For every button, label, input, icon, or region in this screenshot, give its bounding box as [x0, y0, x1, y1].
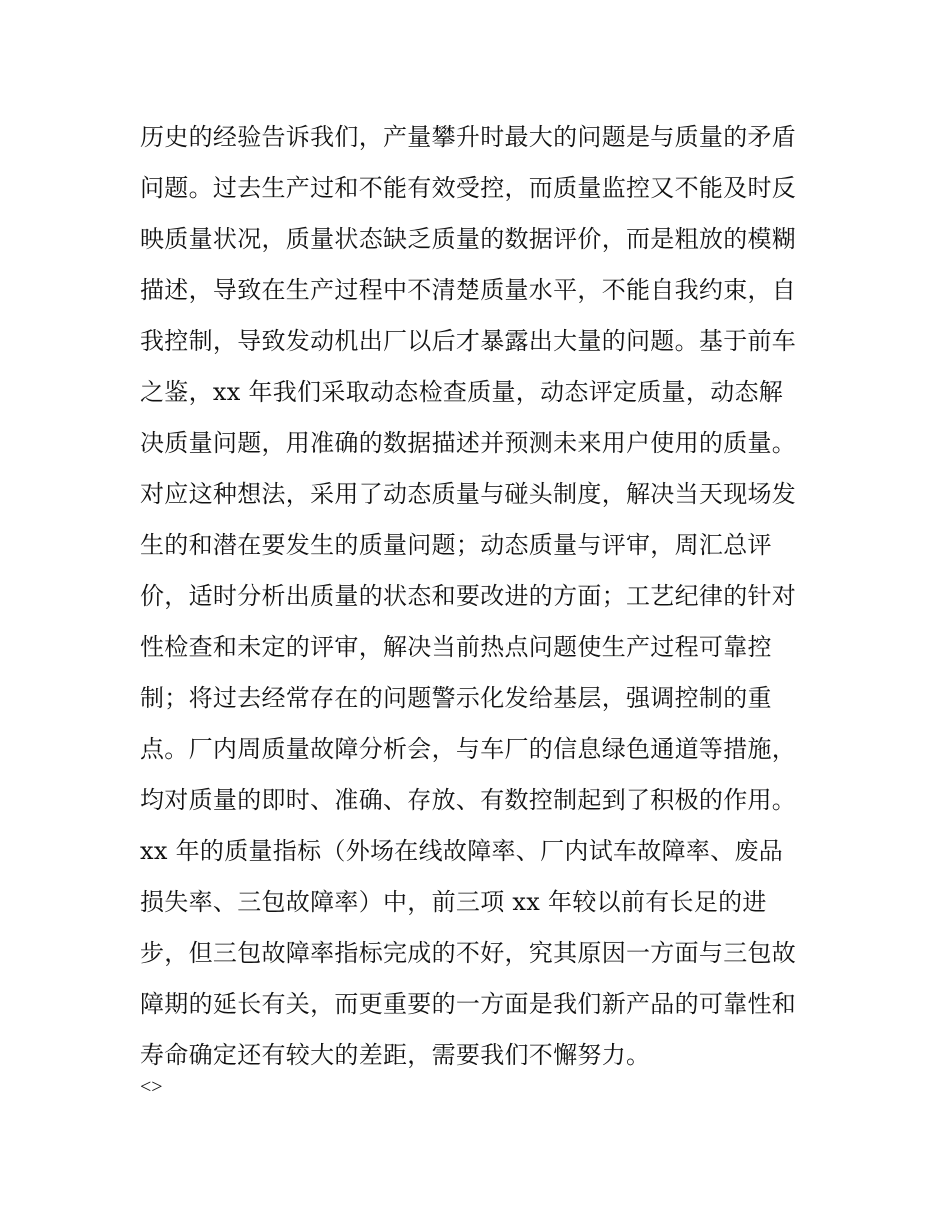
paragraph-line: 映质量状况，质量状态缺乏质量的数据评价，而是粗放的模糊 — [140, 225, 797, 253]
paragraph-line: 障期的延长有关，而更重要的一方面是我们新产品的可靠性和 — [140, 990, 797, 1018]
paragraph-line: 之鉴，xx 年我们采取动态检查质量，动态评定质量，动态解 — [140, 378, 784, 406]
paragraph-line: 价，适时分析出质量的状态和要改进的方面；工艺纪律的针对 — [140, 582, 797, 610]
paragraph-line: 步，但三包故障率指标完成的不好，究其原因一方面与三包故 — [140, 939, 797, 967]
paragraph-line: 损失率、三包故障率）中，前三项 xx 年较以前有长足的进 — [140, 888, 767, 916]
trailing-marker: <> — [140, 1076, 163, 1098]
paragraph-line: 问题。过去生产过和不能有效受控，而质量监控又不能及时反 — [140, 174, 797, 202]
paragraph-line: 均对质量的即时、准确、存放、有数控制起到了积极的作用。 — [140, 786, 797, 814]
body-paragraph — [140, 112, 830, 1081]
paragraph-line: 寿命确定还有较大的差距，需要我们不懈努力。 — [140, 1041, 651, 1069]
paragraph-line: 点。厂内周质量故障分析会，与车厂的信息绿色通道等措施， — [140, 735, 797, 763]
paragraph-line: 描述，导致在生产过程中不清楚质量水平，不能自我约束，自 — [140, 276, 797, 304]
paragraph-line: 决质量问题，用准确的数据描述并预测未来用户使用的质量。 — [140, 429, 797, 457]
paragraph-line: 生的和潜在要发生的质量问题；动态质量与评审，周汇总评 — [140, 531, 772, 559]
paragraph-line: 我控制，导致发动机出厂以后才暴露出大量的问题。基于前车 — [140, 327, 797, 355]
paragraph-line: 性检查和未定的评审，解决当前热点问题使生产过程可靠控 — [140, 633, 772, 661]
paragraph-line: 历史的经验告诉我们，产量攀升时最大的问题是与质量的矛盾 — [140, 123, 797, 151]
paragraph-line: 对应这种想法，采用了动态质量与碰头制度，解决当天现场发 — [140, 480, 797, 508]
paragraph-line: xx 年的质量指标（外场在线故障率、厂内试车故障率、废品 — [140, 837, 784, 865]
paragraph-line: 制；将过去经常存在的问题警示化发给基层，强调控制的重 — [140, 684, 772, 712]
